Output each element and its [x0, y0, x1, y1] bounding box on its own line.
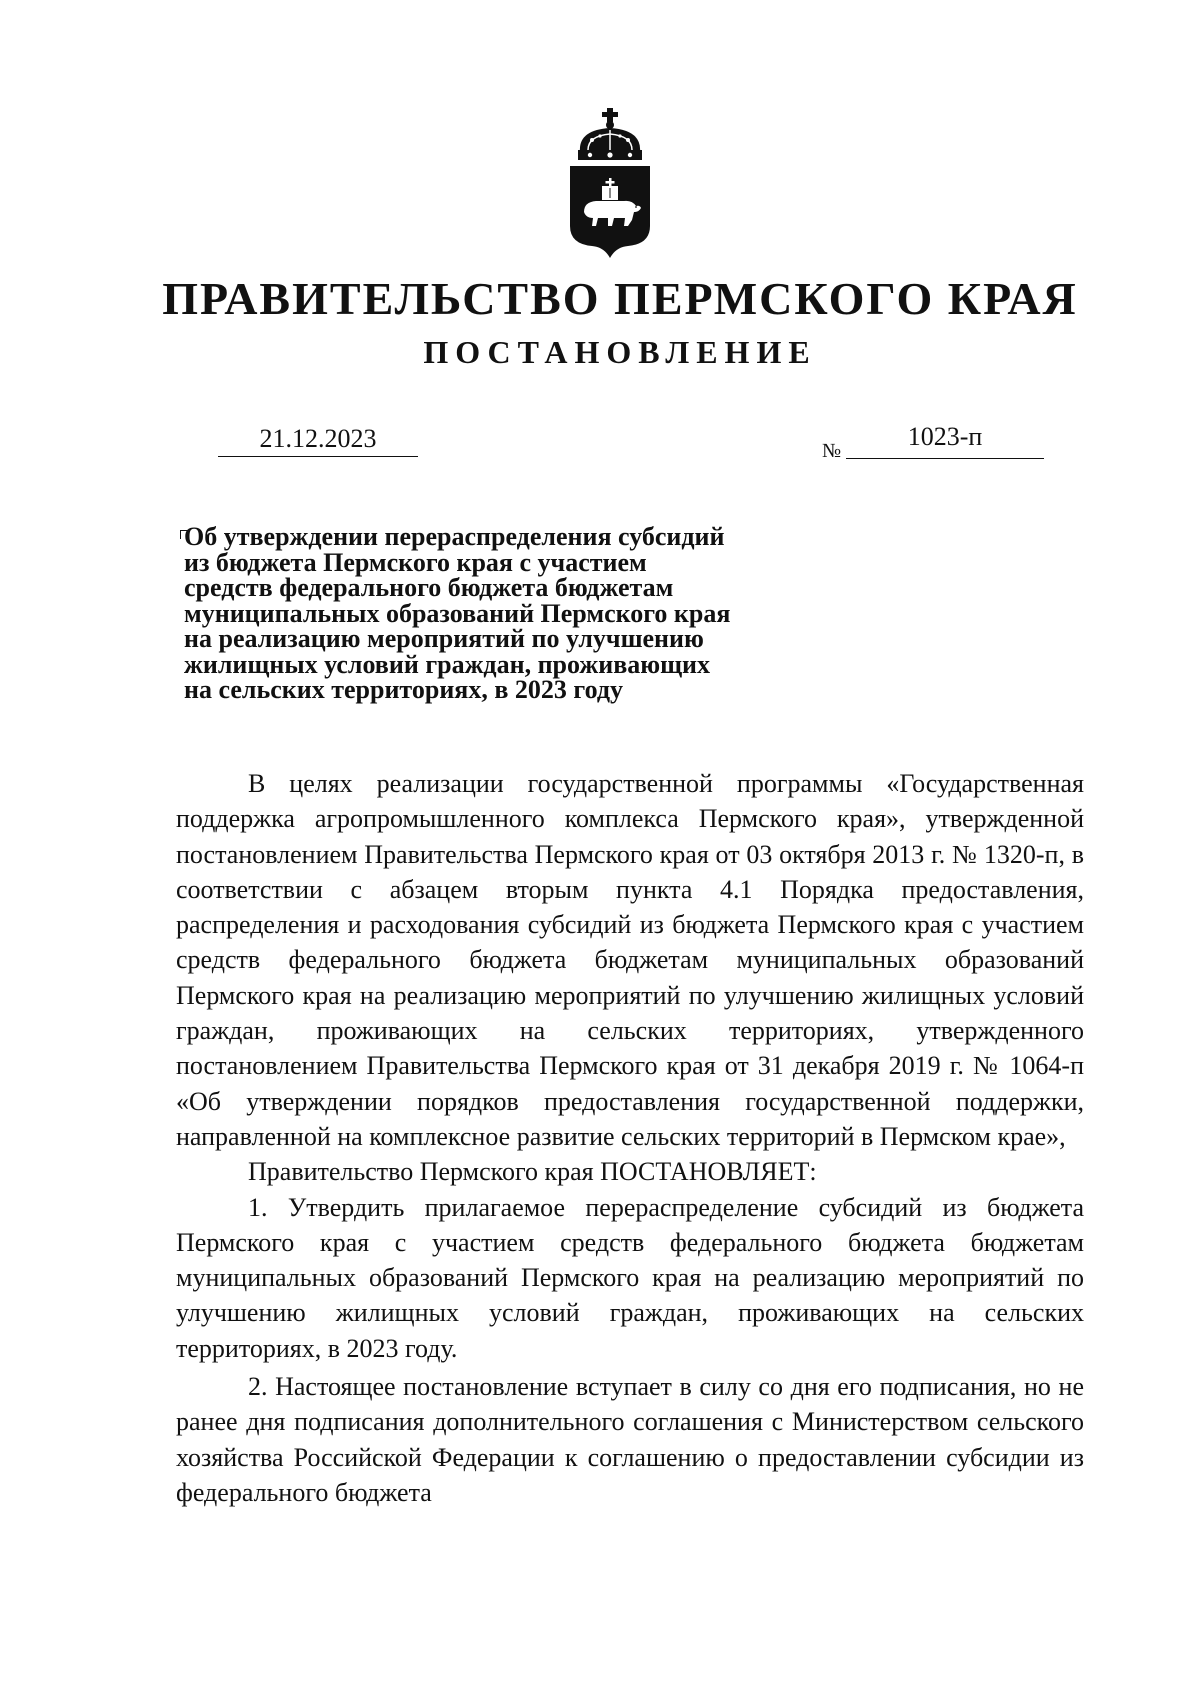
subject-line: на сельских территориях, в 2023 году — [184, 675, 623, 704]
perm-krai-coat-of-arms-icon — [566, 108, 654, 260]
preamble-paragraph: В целях реализации государственной программы «Государственная поддержка агропромышленного комплекса Пермского края», утвержденной постановлением Правительства Пермского края от 03 октября 2013 г. № 1320-п, в соответствии с абзацем вторым пункта 4.1 Порядка предоставления, распределения и расходования субсидий из бюджета Пермского края с участием средств федерального бюджета бюджетам муниципальных образований Пермского края на реализацию мероприятий по улучшению жилищных условий граждан, проживающих на сельских территориях, утвержденного постановлением Правительства Пермского края от 31 декабря 2019 г. № 1064-п «Об утверждении порядков предоставления государственной поддержки, направленной на комплексное развитие сельских территорий в Пермском крае», — [176, 769, 1084, 1151]
subject-line: из бюджета Пермского края с участием — [184, 547, 647, 577]
document-subject — [184, 524, 804, 703]
item-2-paragraph: 2. Настоящее постановление вступает в силу со дня его подписания, но не ранее дня подписания дополнительного соглашения с Министерством сельского хозяйства Российской Федерации к соглашению о предоставлении субсидии из федерального бюджета — [176, 1372, 1084, 1507]
document-type-title: ПОСТАНОВЛЕНИЕ — [423, 334, 817, 370]
number-sign: № — [822, 440, 842, 462]
subject-line: средств федерального бюджета бюджетам — [184, 573, 674, 602]
resolves-paragraph: Правительство Пермского края ПОСТАНОВЛЯЕТ: — [248, 1157, 817, 1187]
subject-line: муниципальных образований Пермского края — [184, 598, 731, 628]
subject-line: Об утверждении перераспределения субсидий — [184, 522, 725, 551]
document-number: 1023-п — [846, 422, 1044, 459]
subject-line: жилищных условий граждан, проживающих — [184, 649, 711, 679]
subject-line: на реализацию мероприятий по улучшению — [184, 624, 704, 653]
document-body — [176, 766, 1084, 1510]
government-title: ПРАВИТЕЛЬСТВО ПЕРМСКОГО КРАЯ — [162, 273, 1078, 324]
document-date: 21.12.2023 — [218, 424, 418, 457]
item-1-paragraph: 1. Утвердить прилагаемое перераспределение субсидий из бюджета Пермского края с участием средств федерального бюджета бюджетам муниципальных образований Пермского края на реализацию мероприятий по улучшению жилищных условий граждан, проживающих на сельских территориях, в 2023 году. — [176, 1192, 1084, 1363]
